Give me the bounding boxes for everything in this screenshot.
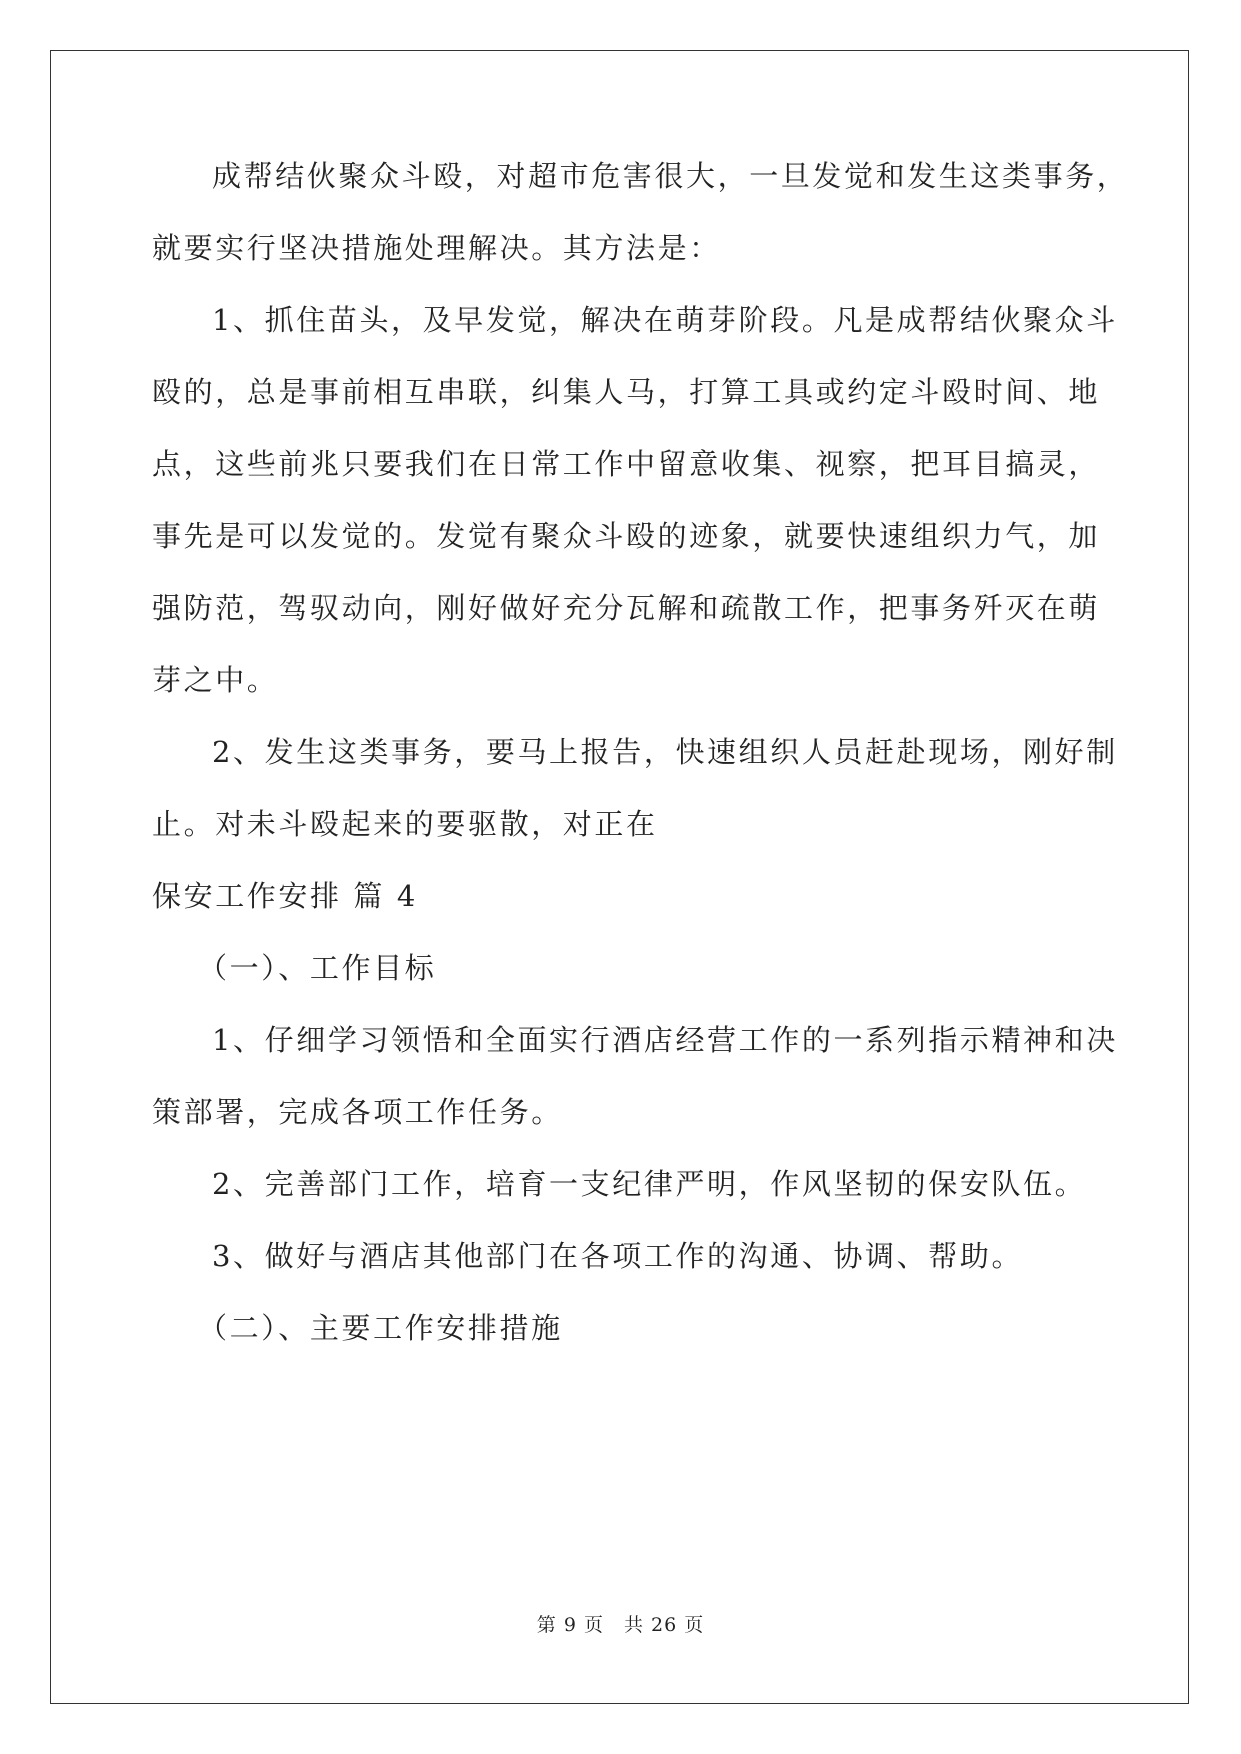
- section-heading: 保安工作安排 篇 4: [152, 879, 418, 913]
- paragraph-line: 就要实行坚决措施处理解决。其方法是：: [152, 231, 721, 265]
- paragraph-line: 2、完善部门工作，培育一支纪律严明，作风坚韧的保安队伍。: [212, 1167, 1087, 1201]
- paragraph-line: 1、抓住苗头，及早发觉，解决在萌芽阶段。凡是成帮结伙聚众斗: [212, 303, 1118, 337]
- paragraph-line: 止。对未斗殴起来的要驱散，对正在: [152, 807, 658, 841]
- paragraph-line: 3、做好与酒店其他部门在各项工作的沟通、协调、帮助。: [212, 1239, 1024, 1273]
- paragraph-line: 强防范，驾驭动向，刚好做好充分瓦解和疏散工作，把事务歼灭在萌: [152, 591, 1101, 625]
- paragraph-line: 事先是可以发觉的。发觉有聚众斗殴的迹象，就要快速组织力气，加: [152, 519, 1101, 553]
- paragraph-line: 点，这些前兆只要我们在日常工作中留意收集、视察，把耳目搞灵，: [152, 447, 1101, 481]
- page-border: [50, 50, 1189, 1704]
- paragraph-line: 1、仔细学习领悟和全面实行酒店经营工作的一系列指示精神和决: [212, 1023, 1118, 1057]
- paragraph-line: 成帮结伙聚众斗殴，对超市危害很大，一旦发觉和发生这类事务，: [212, 159, 1129, 193]
- subsection-heading: （一）、工作目标: [198, 951, 437, 985]
- paragraph-line: 2、发生这类事务，要马上报告，快速组织人员赶赴现场，刚好制: [212, 735, 1118, 769]
- subsection-heading: （二）、主要工作安排措施: [198, 1311, 563, 1345]
- paragraph-line: 殴的，总是事前相互串联，纠集人马，打算工具或约定斗殴时间、地: [152, 375, 1101, 409]
- paragraph-line: 芽之中。: [152, 663, 279, 697]
- paragraph-line: 策部署，完成各项工作任务。: [152, 1095, 563, 1129]
- page-number-footer: 第 9 页 共 26 页: [536, 1614, 705, 1636]
